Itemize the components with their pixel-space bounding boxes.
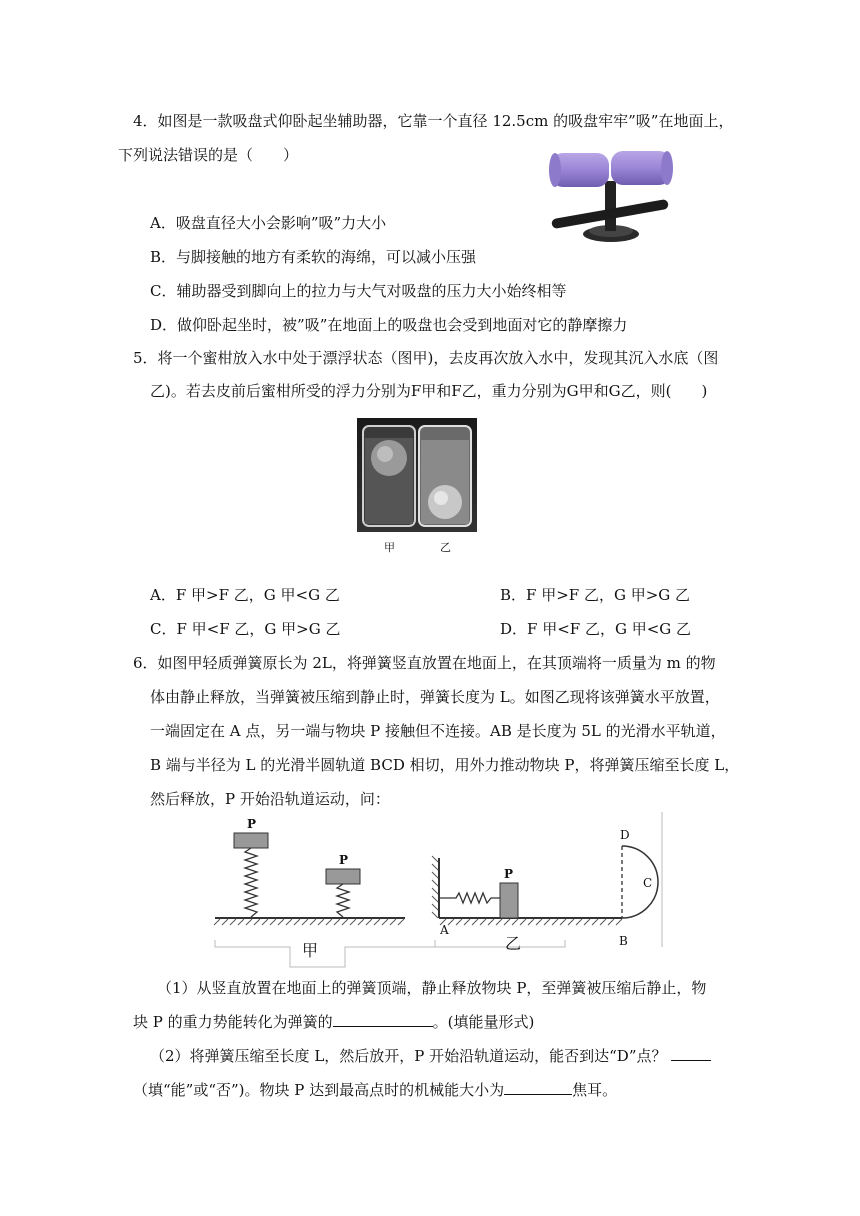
q5-option-a: A．F 甲>F 乙，G 甲<G 乙 bbox=[150, 586, 340, 604]
q4-stem-line2: 下列说法错误的是（ ） bbox=[118, 146, 299, 164]
q5-option-d: D．F 甲<F 乙，G 甲<G 乙 bbox=[500, 620, 692, 638]
photo-label-jia: 甲 bbox=[384, 541, 395, 554]
q6-sub1-line2 bbox=[133, 1012, 534, 1032]
q6-sub2-line2 bbox=[133, 1080, 617, 1100]
q6-sub2-text-mid: （填“能”或“否”)。物块 P 达到最高点时的机械能大小为 bbox=[133, 1081, 505, 1099]
q6-sub2-line1 bbox=[150, 1046, 711, 1066]
q6-stem-line2: 体由静止释放，当弹簧被压缩到静止时，弹簧长度为 L。如图乙现将该弹簧水平放置， bbox=[150, 688, 720, 706]
q6-stem-line1: 6．如图甲轻质弹簧原长为 2L，将弹簧竖直放置在地面上，在其顶端将一质量为 m 的物 bbox=[133, 654, 716, 672]
diagram-label-jia: 甲 bbox=[302, 941, 319, 960]
orange-in-water-photo bbox=[357, 418, 477, 532]
q6-sub1-line1: （1）从竖直放置在地面上的弹簧顶端，静止释放物块 P，至弹簧被压缩后静止，物 bbox=[157, 979, 707, 997]
spring-track-diagram bbox=[210, 812, 670, 972]
diagram-label-p2: P bbox=[339, 853, 349, 867]
q5-stem-line1: 5．将一个蜜柑放入水中处于漂浮状态（图甲)，去皮再次放入水中，发现其沉入水底（图 bbox=[133, 349, 719, 367]
diagram-label-b: B bbox=[619, 934, 628, 948]
q6-sub2-answer-blank-1[interactable] bbox=[671, 1046, 711, 1061]
q5-option-b: B．F 甲>F 乙，G 甲>G 乙 bbox=[500, 586, 691, 604]
q5-option-c: C．F 甲<F 乙，G 甲>G 乙 bbox=[150, 620, 341, 638]
diagram-label-p1: P bbox=[247, 817, 257, 831]
q4-option-b: B．与脚接触的地方有柔软的海绵，可以减小压强 bbox=[150, 248, 477, 266]
q6-sub2-text-pre: （2）将弹簧压缩至长度 L，然后放开，P 开始沿轨道运动，能否到达“D”点？ bbox=[150, 1047, 667, 1065]
q6-sub2-answer-blank-2[interactable] bbox=[504, 1080, 572, 1095]
q6-stem-line4: B 端与半径为 L 的光滑半圆轨道 BCD 相切，用外力推动物块 P，将弹簧压缩至长度 L， bbox=[150, 756, 740, 774]
situp-assist-device-image bbox=[545, 145, 675, 245]
diagram-label-p3: P bbox=[504, 867, 514, 881]
q6-sub2-text-post: 焦耳。 bbox=[572, 1081, 618, 1099]
q6-stem-line3: 一端固定在 A 点，另一端与物块 P 接触但不连接。AB 是长度为 5L 的光滑水平轨道， bbox=[150, 722, 726, 740]
q4-option-d: D．做仰卧起坐时，被”吸”在地面上的吸盘也会受到地面对它的静摩擦力 bbox=[150, 316, 628, 334]
diagram-label-d: D bbox=[620, 828, 630, 842]
diagram-label-c: C bbox=[643, 876, 653, 890]
q6-stem-line5: 然后释放，P 开始沿轨道运动，问： bbox=[150, 790, 390, 808]
q4-option-a: A．吸盘直径大小会影响”吸”力大小 bbox=[150, 214, 387, 232]
photo-label-yi: 乙 bbox=[440, 541, 451, 554]
q4-option-c: C．辅助器受到脚向上的拉力与大气对吸盘的压力大小始终相等 bbox=[150, 282, 567, 300]
q4-stem-line1: 4．如图是一款吸盘式仰卧起坐辅助器，它靠一个直径 12.5cm 的吸盘牢牢”吸”在地面上， bbox=[133, 112, 734, 130]
q6-sub1-answer-blank[interactable] bbox=[333, 1012, 433, 1027]
diagram-label-a: A bbox=[440, 923, 449, 937]
diagram-label-yi: 乙 bbox=[505, 934, 522, 953]
q6-sub1-text-pre: 块 P 的重力势能转化为弹簧的 bbox=[133, 1013, 333, 1031]
q6-sub1-text-post: 。(填能量形式) bbox=[432, 1013, 535, 1031]
q5-stem-line2: 乙)。若去皮前后蜜柑所受的浮力分别为F甲和F乙，重力分别为G甲和G乙，则( ) bbox=[150, 382, 708, 400]
